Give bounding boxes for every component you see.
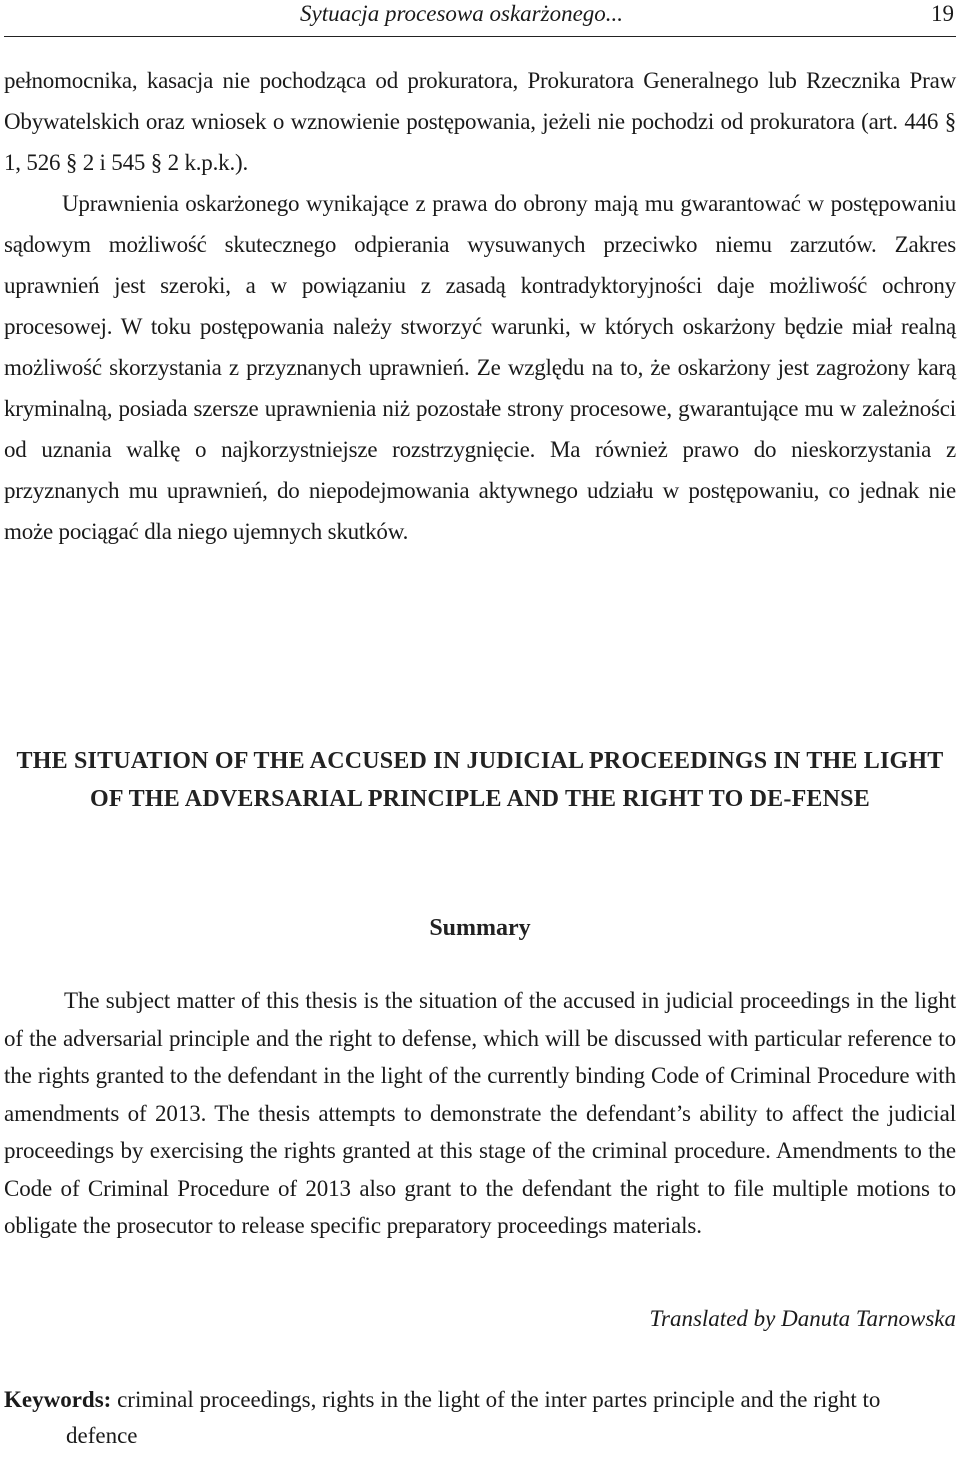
running-title: Sytuacja procesowa oskarżonego... bbox=[300, 1, 624, 26]
keywords-label: Keywords: bbox=[4, 1387, 112, 1412]
keywords bbox=[4, 1382, 956, 1454]
page-number: 19 bbox=[931, 1, 954, 26]
keywords-text: criminal proceedings, rights in the light of the inter partes principle and the right to defence bbox=[66, 1387, 881, 1448]
polish-paragraph-2: Uprawnienia oskarżonego wynikające z prawa do obrony mają mu gwarantować w postępowaniu sądowym możliwość skutecznego odpierania wysuwanych przeciwko niemu zarzutów. Zakres uprawnień jest szeroki, a w powiązaniu z zasadą kontradyktoryjności daje możliwość ochrony procesowej. W toku postępowania należy stworzyć warunki, w których oskarżony będzie miał realną możliwość skorzystania z przyznanych uprawnień. Ze względu na to, że oskarżony jest zagrożony karą kryminalną, posiada szersze uprawnienia niż pozostałe strony procesowe, gwarantujące mu w zależności od uznania walkę o najkorzystniejsze rozstrzygnięcie. Ma również prawo do nieskorzystania z przyznanych mu uprawnień, do niepodejmowania aktywnego udziału w postępowaniu, co jednak nie może pociągać dla niego ujemnych skutków. bbox=[4, 191, 956, 544]
english-title: THE SITUATION OF THE ACCUSED IN JUDICIAL PROCEEDINGS IN THE LIGHT OF THE ADVERSARIAL PRINCIPLE AND THE RIGHT TO DE-FENSE bbox=[16, 748, 944, 812]
polish-paragraph-1: pełnomocnika, kasacja nie pochodząca od prokuratora, Prokuratora Generalnego lub Rzecznika Praw Obywatelskich oraz wniosek o wznowienie postępowania, jeżeli nie pochodzi od prokuratora (art. 446 § 1, 526 § 2 i 545 § 2 k.p.k.). bbox=[4, 68, 956, 175]
summary-paragraph: The subject matter of this thesis is the situation of the accused in judicial proceedings in the light of the adversarial principle and the right to defense, which will be discussed with particular reference to the rights granted to the defendant in the light of the currently binding Code of Criminal Procedure with amendments of 2013. The thesis attempts to demonstrate the defendant’s ability to affect the judicial proceedings by exercising the rights granted at this stage of the criminal procedure. Amendments to the Code of Criminal Procedure of 2013 also grant to the defendant the right to file multiple motions to obligate the prosecutor to release specific preparatory proceedings materials. bbox=[4, 988, 956, 1238]
summary-heading: Summary bbox=[429, 915, 531, 941]
running-header bbox=[4, 0, 956, 37]
translator-credit: Translated by Danuta Tarnowska bbox=[649, 1306, 956, 1331]
polish-body bbox=[4, 60, 956, 552]
